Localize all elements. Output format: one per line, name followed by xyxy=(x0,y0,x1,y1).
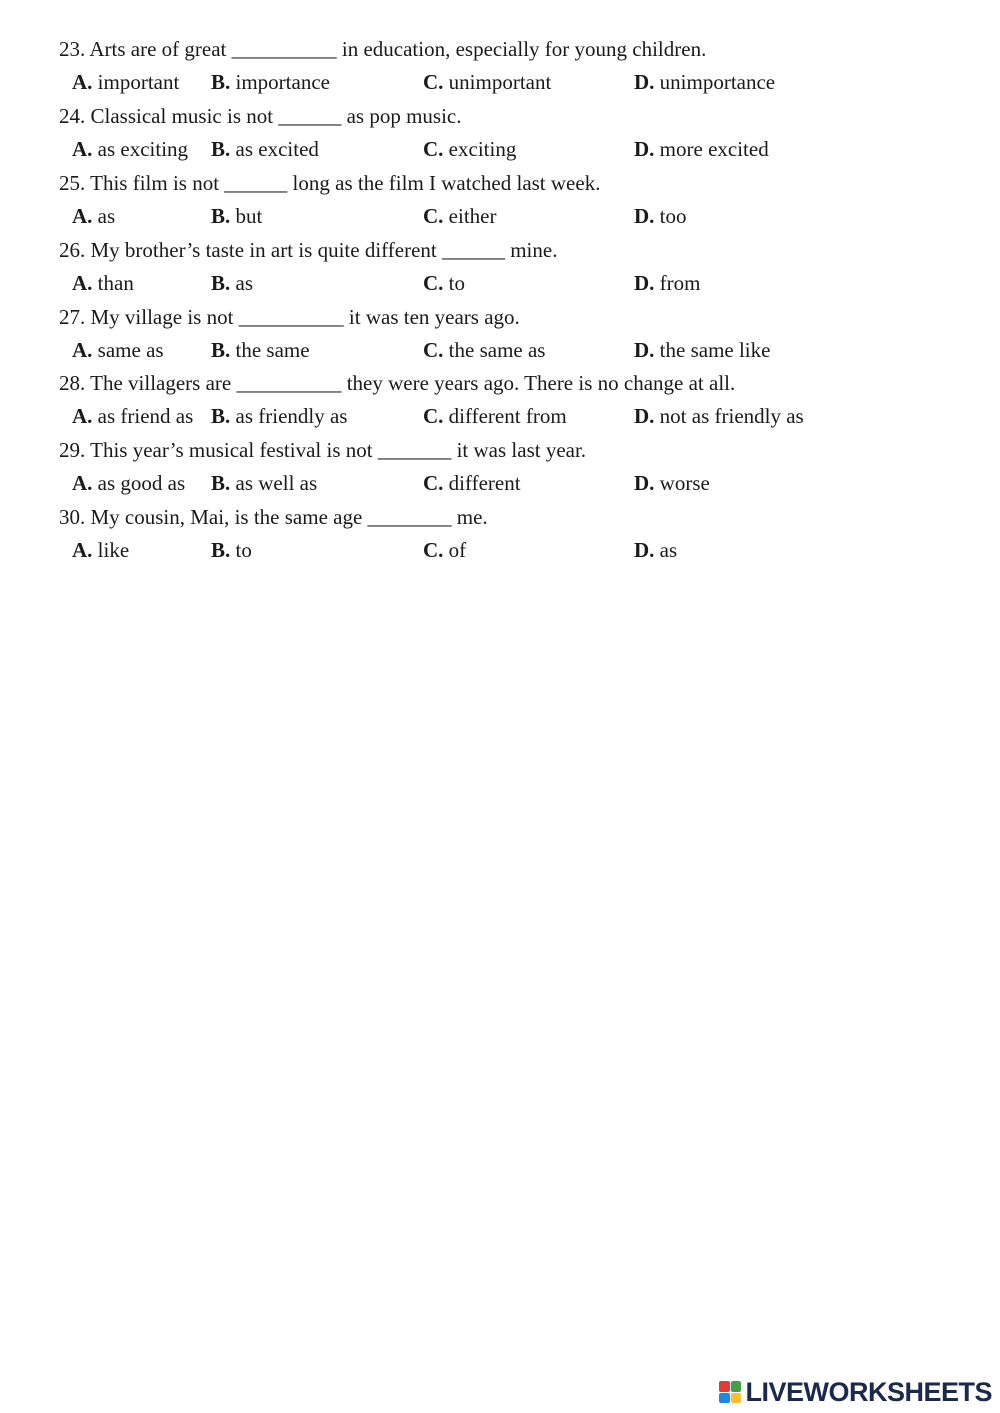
option-c[interactable] xyxy=(423,68,551,96)
logo-wordmark: LIVEWORKSHEETS xyxy=(745,1376,992,1407)
option-text: but xyxy=(235,204,263,228)
option-text: as well as xyxy=(235,471,318,495)
question-stem: 23. Arts are of great __________ in education, especially for young children. xyxy=(59,37,707,61)
option-text: as xyxy=(97,204,116,228)
question-stem: 30. My cousin, Mai, is the same age ________ me. xyxy=(59,505,488,529)
option-letter: D. xyxy=(634,538,655,562)
logo-square xyxy=(719,1381,730,1392)
option-d[interactable] xyxy=(634,135,769,163)
option-d[interactable] xyxy=(634,269,701,297)
option-c[interactable] xyxy=(423,202,496,230)
option-c[interactable] xyxy=(423,402,567,430)
option-text: unimportant xyxy=(448,70,552,94)
option-text: different xyxy=(448,471,521,495)
option-c[interactable] xyxy=(423,536,466,564)
option-a[interactable] xyxy=(72,536,129,564)
option-text: importance xyxy=(235,70,330,94)
option-text: unimportance xyxy=(659,70,776,94)
answer-options xyxy=(0,135,1000,163)
option-d[interactable] xyxy=(634,202,687,230)
option-a[interactable] xyxy=(72,68,179,96)
answer-options xyxy=(0,202,1000,230)
option-text: to xyxy=(235,538,252,562)
question-stem: 28. The villagers are __________ they were years ago. There is no change at all. xyxy=(59,371,736,395)
option-d[interactable] xyxy=(634,68,775,96)
option-text: as exciting xyxy=(97,137,189,161)
option-letter: B. xyxy=(211,204,231,228)
option-letter: C. xyxy=(423,137,444,161)
option-letter: B. xyxy=(211,471,231,495)
option-b[interactable] xyxy=(211,536,252,564)
question-24 xyxy=(0,102,1000,168)
option-letter: A. xyxy=(72,137,93,161)
option-letter: B. xyxy=(211,137,231,161)
option-text: than xyxy=(97,271,134,295)
option-c[interactable] xyxy=(423,336,545,364)
option-letter: B. xyxy=(211,338,231,362)
option-text: as friend as xyxy=(97,404,194,428)
question-25 xyxy=(0,169,1000,235)
option-text: same as xyxy=(97,338,164,362)
option-text: more excited xyxy=(659,137,769,161)
option-text: of xyxy=(448,538,467,562)
liveworksheets-logo xyxy=(719,1377,992,1407)
option-letter: A. xyxy=(72,271,93,295)
logo-square xyxy=(731,1393,742,1404)
option-text: exciting xyxy=(448,137,517,161)
option-text: different from xyxy=(448,404,567,428)
answer-options xyxy=(0,402,1000,430)
option-b[interactable] xyxy=(211,469,317,497)
option-d[interactable] xyxy=(634,536,677,564)
option-letter: C. xyxy=(423,338,444,362)
option-letter: B. xyxy=(211,70,231,94)
answer-options xyxy=(0,68,1000,96)
option-letter: A. xyxy=(72,338,93,362)
option-text: the same as xyxy=(448,338,546,362)
option-text: not as friendly as xyxy=(659,404,804,428)
option-b[interactable] xyxy=(211,68,330,96)
option-text: the same like xyxy=(659,338,771,362)
question-stem: 29. This year’s musical festival is not _______ it was last year. xyxy=(59,438,587,462)
option-letter: C. xyxy=(423,538,444,562)
option-letter: D. xyxy=(634,137,655,161)
option-letter: C. xyxy=(423,271,444,295)
option-b[interactable] xyxy=(211,402,347,430)
option-text: as xyxy=(235,271,254,295)
option-b[interactable] xyxy=(211,336,310,364)
logo-square xyxy=(731,1381,742,1392)
question-29 xyxy=(0,436,1000,502)
question-stem: 26. My brother’s taste in art is quite different ______ mine. xyxy=(59,238,558,262)
option-letter: D. xyxy=(634,404,655,428)
question-30 xyxy=(0,503,1000,569)
option-letter: C. xyxy=(423,404,444,428)
option-letter: D. xyxy=(634,338,655,362)
logo-square xyxy=(719,1393,730,1404)
option-text: from xyxy=(659,271,701,295)
option-a[interactable] xyxy=(72,469,185,497)
option-letter: A. xyxy=(72,471,93,495)
option-text: as xyxy=(659,538,678,562)
question-stem: 24. Classical music is not ______ as pop music. xyxy=(59,104,462,128)
option-text: as friendly as xyxy=(235,404,348,428)
option-letter: D. xyxy=(634,70,655,94)
question-26 xyxy=(0,236,1000,302)
option-text: worse xyxy=(659,471,710,495)
option-c[interactable] xyxy=(423,135,516,163)
option-letter: B. xyxy=(211,538,231,562)
option-letter: A. xyxy=(72,204,93,228)
question-27 xyxy=(0,303,1000,369)
option-letter: B. xyxy=(211,404,231,428)
question-stem: 25. This film is not ______ long as the film I watched last week. xyxy=(59,171,601,195)
answer-options xyxy=(0,536,1000,564)
option-b[interactable] xyxy=(211,202,262,230)
question-23 xyxy=(0,35,1000,101)
option-text: as excited xyxy=(235,137,319,161)
option-c[interactable] xyxy=(423,469,521,497)
question-28 xyxy=(0,369,1000,435)
option-text: as good as xyxy=(97,471,186,495)
option-letter: A. xyxy=(72,70,93,94)
option-d[interactable] xyxy=(634,469,710,497)
option-text: to xyxy=(448,271,466,295)
option-text: important xyxy=(97,70,180,94)
option-letter: D. xyxy=(634,204,655,228)
option-letter: D. xyxy=(634,471,655,495)
option-b[interactable] xyxy=(211,269,253,297)
option-letter: C. xyxy=(423,471,444,495)
question-stem: 27. My village is not __________ it was ten years ago. xyxy=(59,305,520,329)
answer-options xyxy=(0,336,1000,364)
answer-options xyxy=(0,269,1000,297)
option-a[interactable] xyxy=(72,336,164,364)
option-text: too xyxy=(659,204,687,228)
option-letter: C. xyxy=(423,70,444,94)
option-c[interactable] xyxy=(423,269,465,297)
option-a[interactable] xyxy=(72,269,134,297)
option-letter: D. xyxy=(634,271,655,295)
option-b[interactable] xyxy=(211,135,319,163)
option-a[interactable] xyxy=(72,135,188,163)
liveworksheets-logo-icon xyxy=(719,1381,741,1403)
option-a[interactable] xyxy=(72,202,115,230)
option-letter: A. xyxy=(72,404,93,428)
option-d[interactable] xyxy=(634,336,770,364)
option-text: like xyxy=(97,538,130,562)
option-letter: C. xyxy=(423,204,444,228)
option-d[interactable] xyxy=(634,402,804,430)
option-text: either xyxy=(448,204,497,228)
option-text: the same xyxy=(235,338,310,362)
option-letter: B. xyxy=(211,271,231,295)
answer-options xyxy=(0,469,1000,497)
option-letter: A. xyxy=(72,538,93,562)
option-a[interactable] xyxy=(72,402,193,430)
